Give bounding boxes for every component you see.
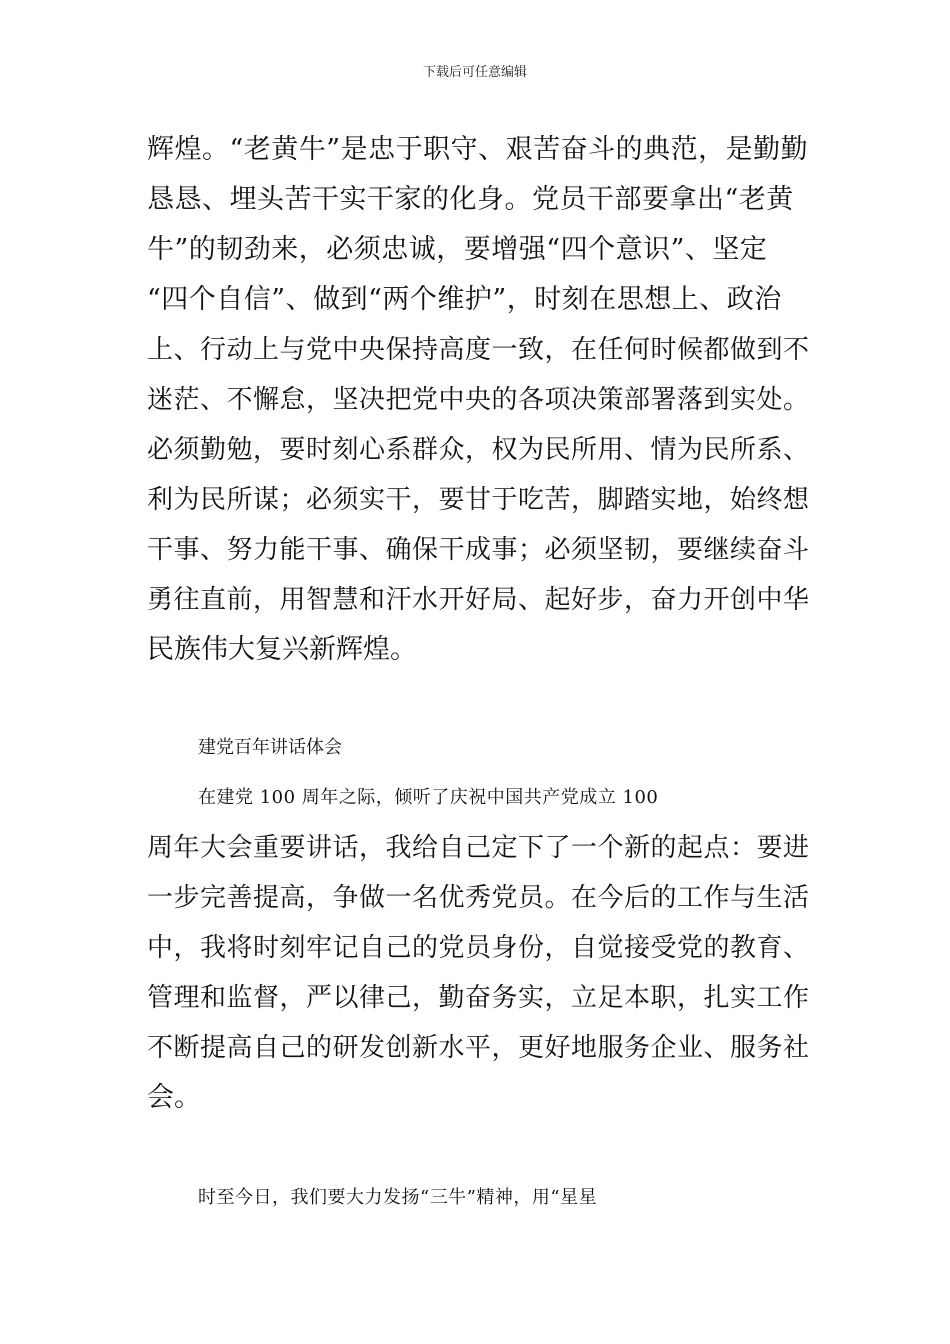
paragraph-line: “四个自信”、做到“两个维护”，时刻在思想上、政治 [147, 284, 782, 315]
paragraph-line: 管理和监督，严以律己，勤奋务实，立足本职，扎实工作 [147, 983, 810, 1013]
section-title: 建党百年讲话体会 [198, 737, 342, 758]
paragraph-line: 干事、努力能干事、确保干成事；必须坚韧，要继续奋斗 [147, 535, 810, 565]
paragraph-line: 勇往直前，用智慧和汗水开好局、起好步，奋力开创中华 [147, 585, 810, 615]
paragraph-line: 迷茫、不懈怠，坚决把党中央的各项决策部署落到实处。 [147, 385, 810, 415]
paragraph-line: 时至今日，我们要大力发扬“三牛”精神，用“星星 [198, 1187, 598, 1208]
paragraph-line: 会。 [147, 1082, 201, 1113]
paragraph-line: 辉煌。“老黄牛”是忠于职守、艰苦奋斗的典范，是勤勤 [147, 134, 809, 165]
paragraph-line: 利为民所谋；必须实干，要甘于吃苦，脚踏实地，始终想 [147, 485, 810, 515]
paragraph-line: 必须勤勉，要时刻心系群众，权为民所用、情为民所系、 [147, 435, 810, 465]
paragraph-line: 在建党 100 周年之际，倾听了庆祝中国共产党成立 100 [198, 787, 659, 808]
paragraph-line: 牛”的韧劲来，必须忠诚，要增强“四个意识”、坚定 [147, 234, 768, 265]
paragraph-line: 周年大会重要讲话，我给自己定下了一个新的起点：要进 [147, 833, 810, 863]
paragraph-line: 上、行动上与党中央保持高度一致，在任何时候都做到不 [147, 335, 810, 365]
paragraph-line: 民族伟大复兴新辉煌。 [147, 634, 417, 665]
paragraph-line: 一步完善提高，争做一名优秀党员。在今后的工作与生活 [147, 883, 810, 913]
page-header: 下载后可任意编辑 [422, 65, 527, 80]
paragraph-line: 不断提高自己的研发创新水平，更好地服务企业、服务社 [147, 1033, 810, 1063]
paragraph-line: 中，我将时刻牢记自己的党员身份，自觉接受党的教育、 [147, 933, 810, 963]
paragraph-line: 恳恳、埋头苦干实干家的化身。党员干部要拿出“老黄 [147, 184, 794, 215]
